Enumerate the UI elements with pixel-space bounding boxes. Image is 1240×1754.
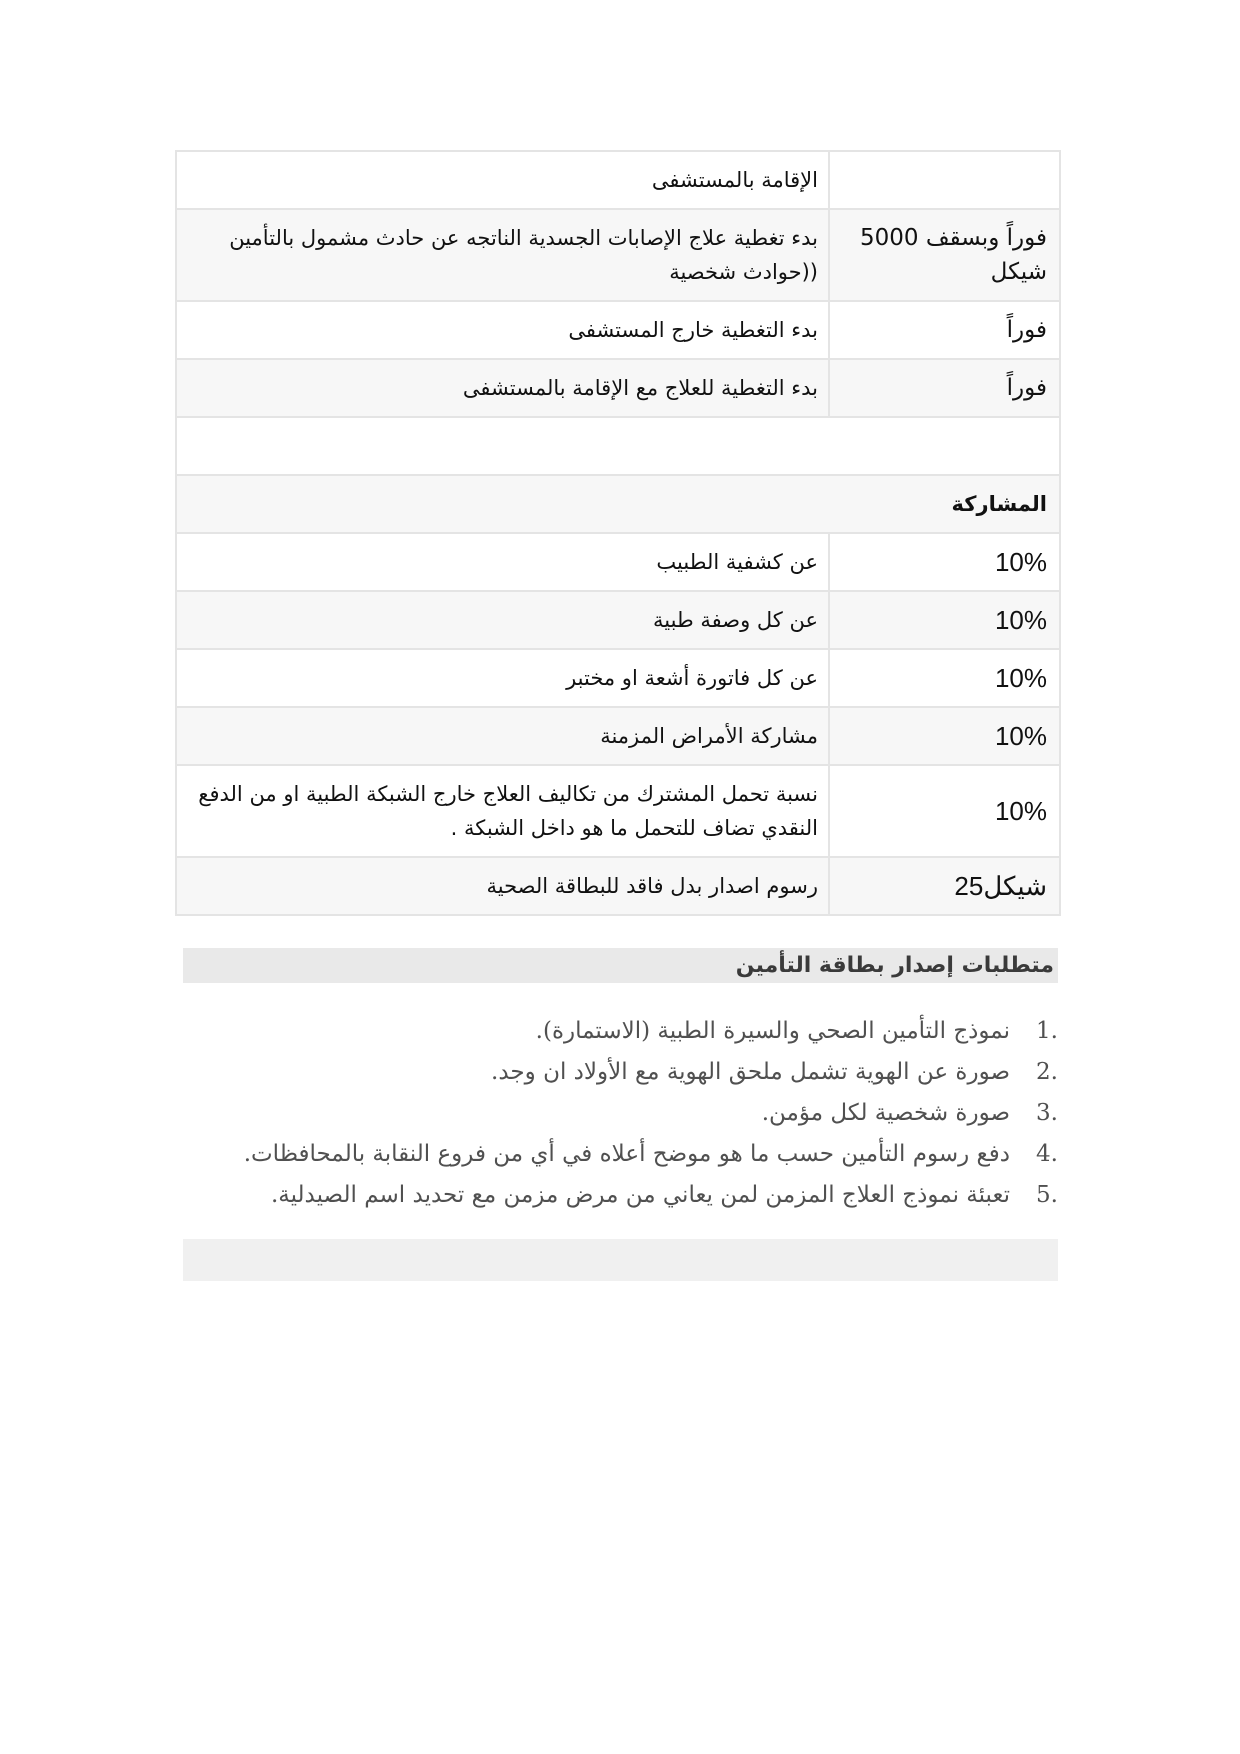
participation-description: عن كشفية الطبيب (176, 533, 829, 591)
list-item (183, 1134, 1058, 1175)
table-row (176, 151, 1060, 209)
list-item (183, 1052, 1058, 1093)
empty-footer-bar (183, 1239, 1058, 1281)
table-row (176, 591, 1060, 649)
coverage-description: الإقامة بالمستشفى (176, 151, 829, 209)
table-row (176, 359, 1060, 417)
coverage-description: بدء تغطية علاج الإصابات الجسدية الناتجه عن حادث مشمول بالتأمين ((حوادث شخصية (176, 209, 829, 301)
list-item (183, 1011, 1058, 1052)
list-item-number: 5. (1036, 1182, 1058, 1208)
participation-description: عن كل وصفة طبية (176, 591, 829, 649)
participation-value: شيكل25 (829, 857, 1060, 915)
list-item-number: 2. (1036, 1059, 1058, 1085)
list-item-text: صورة شخصية لكل مؤمن. (761, 1100, 1010, 1126)
table-row (176, 857, 1060, 915)
coverage-table (175, 150, 1061, 916)
list-item-text: دفع رسوم التأمين حسب ما هو موضح أعلاه في أي من فروع النقابة بالمحافظات. (243, 1141, 1010, 1167)
list-item-text: تعبئة نموذج العلاج المزمن لمن يعاني من مرض مزمن مع تحديد اسم الصيدلية. (270, 1182, 1010, 1208)
participation-description: نسبة تحمل المشترك من تكاليف العلاج خارج الشبكة الطبية او من الدفع النقدي تضاف للتحمل ما هو داخل الشبكة . (176, 765, 829, 857)
participation-value: 10% (829, 765, 1060, 857)
coverage-description: بدء التغطية خارج المستشفى (176, 301, 829, 359)
participation-value: 10% (829, 707, 1060, 765)
coverage-value: فوراً (829, 301, 1060, 359)
table-row (176, 533, 1060, 591)
table-row (176, 209, 1060, 301)
requirements-list (183, 1011, 1058, 1216)
participation-description: رسوم اصدار بدل فاقد للبطاقة الصحية (176, 857, 829, 915)
participation-value: 10% (829, 649, 1060, 707)
empty-cell (176, 417, 1060, 475)
list-item-number: 4. (1036, 1141, 1058, 1167)
list-item-number: 1. (1036, 1018, 1058, 1044)
participation-description: عن كل فاتورة أشعة او مختبر (176, 649, 829, 707)
coverage-value (829, 151, 1060, 209)
table-row (176, 475, 1060, 533)
table-row (176, 765, 1060, 857)
table-row (176, 707, 1060, 765)
requirements-section-header (183, 948, 1058, 983)
participation-value: 10% (829, 591, 1060, 649)
requirements-title: متطلبات إصدار بطاقة التأمين (735, 953, 1054, 978)
table-row (176, 649, 1060, 707)
participation-description: مشاركة الأمراض المزمنة (176, 707, 829, 765)
list-item-text: صورة عن الهوية تشمل ملحق الهوية مع الأولاد ان وجد. (491, 1059, 1010, 1085)
participation-heading: المشاركة (176, 475, 1060, 533)
coverage-value: فوراً وبسقف 5000 شيكل (829, 209, 1060, 301)
list-item (183, 1175, 1058, 1216)
spacer-row (176, 417, 1060, 475)
participation-value: 10% (829, 533, 1060, 591)
list-item-number: 3. (1036, 1100, 1058, 1126)
table-row (176, 301, 1060, 359)
coverage-description: بدء التغطية للعلاج مع الإقامة بالمستشفى (176, 359, 829, 417)
list-item (183, 1093, 1058, 1134)
coverage-value: فوراً (829, 359, 1060, 417)
list-item-text: نموذج التأمين الصحي والسيرة الطبية (الاستمارة). (535, 1018, 1010, 1044)
